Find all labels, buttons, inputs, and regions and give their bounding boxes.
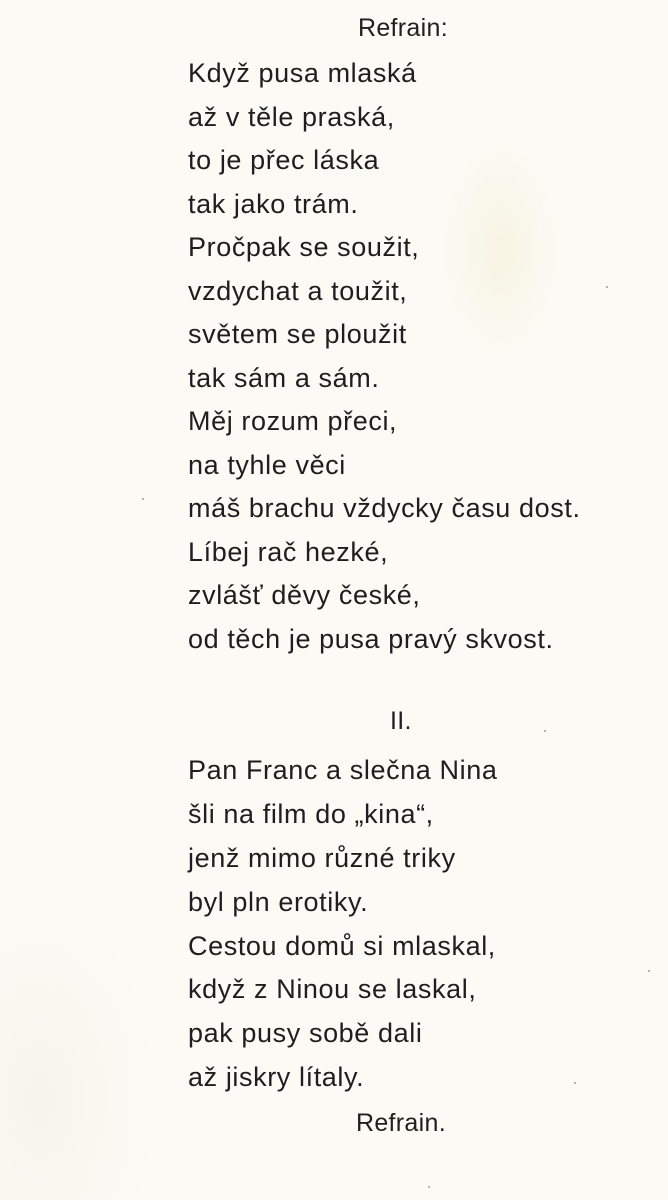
- paper-speck: [544, 730, 546, 732]
- paper-speck: [606, 286, 608, 288]
- verse-line: světem se ploužit: [188, 319, 407, 349]
- verse-line: máš brachu vždycky času dost.: [188, 493, 581, 523]
- paper-speck: [142, 498, 144, 500]
- verse-line: to je přec láska: [188, 145, 380, 175]
- verse-line: na tyhle věci: [188, 449, 346, 480]
- closing-refrain: Refrain.: [356, 1109, 446, 1137]
- paper-speck: [574, 1082, 576, 1084]
- verse-line: Líbej rač hezké,: [188, 536, 389, 567]
- verse-line: Pan Franc a slečna Nina: [188, 755, 498, 785]
- verse-line: Pročpak se soužit,: [188, 232, 420, 262]
- section-number: II.: [390, 707, 412, 735]
- verse-line: když z Ninou se laskal,: [188, 974, 477, 1005]
- verse-line: jenž mimo různé triky: [188, 842, 456, 873]
- paper-speck: [648, 970, 650, 972]
- verse-line: šli na film do „kina“,: [188, 798, 434, 829]
- verse-line: byl pln erotiky.: [188, 886, 369, 917]
- verse-two: [188, 749, 497, 1100]
- refrain-verse: [188, 52, 581, 661]
- verse-line: zvlášť děvy české,: [188, 580, 421, 610]
- verse-line: tak jako trám.: [188, 188, 359, 219]
- paper-speck: [428, 1186, 430, 1188]
- refrain-heading: Refrain:: [358, 14, 448, 42]
- verse-line: od těch je pusa pravý skvost.: [188, 623, 554, 654]
- verse-line: tak sám a sám.: [188, 362, 380, 393]
- verse-line: Cestou domů si mlaskal,: [188, 930, 496, 961]
- verse-line: až v těle praská,: [188, 101, 395, 132]
- verse-line: vzdychat a toužit,: [188, 275, 408, 306]
- verse-line: až jiskry lítaly.: [188, 1062, 365, 1093]
- verse-line: Když pusa mlaská: [188, 58, 417, 88]
- verse-line: pak pusy sobě dali: [188, 1018, 423, 1049]
- verse-line: Měj rozum přeci,: [188, 406, 398, 436]
